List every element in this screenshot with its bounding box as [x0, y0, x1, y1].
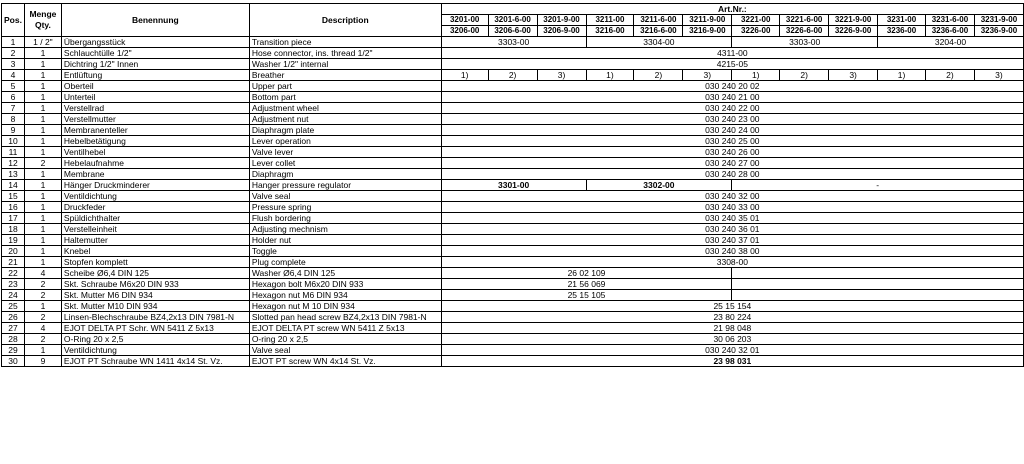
qty-cell: 1 — [24, 345, 61, 356]
art-value-cell: 23 80 224 — [441, 312, 1023, 323]
table-row — [2, 235, 1024, 246]
qty-cell: 1 / 2" — [24, 37, 61, 48]
name-de-cell: EJOT PT Schraube WN 1411 4x14 St. Vz. — [61, 356, 249, 367]
pos-cell: 5 — [2, 81, 25, 92]
pos-cell: 25 — [2, 301, 25, 312]
table-row — [2, 356, 1024, 367]
pos-cell: 1 — [2, 37, 25, 48]
art-value-cell: 3) — [829, 70, 878, 81]
name-de-cell: Druckfeder — [61, 202, 249, 213]
pos-cell: 21 — [2, 257, 25, 268]
name-de-cell: Skt. Mutter M6 DIN 934 — [61, 290, 249, 301]
art-value-cell: 030 240 32 00 — [441, 191, 1023, 202]
pos-cell: 3 — [2, 59, 25, 70]
art-value-cell: 3) — [537, 70, 586, 81]
art-number-header: 3211-00 — [586, 15, 634, 26]
art-value-cell — [732, 279, 1024, 290]
name-de-cell: Verstelleinheit — [61, 224, 249, 235]
art-number-header: 3236-9-00 — [974, 26, 1023, 37]
name-de-cell: Schlauchtülle 1/2" — [61, 48, 249, 59]
art-number-header: 3236-00 — [878, 26, 926, 37]
name-en-cell: Hanger pressure regulator — [249, 180, 441, 191]
table-row — [2, 158, 1024, 169]
pos-cell: 30 — [2, 356, 25, 367]
pos-cell: 19 — [2, 235, 25, 246]
art-value-cell: 3) — [974, 70, 1023, 81]
qty-cell: 1 — [24, 257, 61, 268]
art-value-cell: 30 06 203 — [441, 334, 1023, 345]
name-de-cell: Ventildichtung — [61, 345, 249, 356]
qty-cell: 1 — [24, 103, 61, 114]
art-value-cell: 4311-00 — [441, 48, 1023, 59]
name-de-cell: O-Ring 20 x 2,5 — [61, 334, 249, 345]
art-number-header: 3201-9-00 — [537, 15, 586, 26]
name-en-cell: Plug complete — [249, 257, 441, 268]
name-en-cell: Diaphragm — [249, 169, 441, 180]
pos-cell: 20 — [2, 246, 25, 257]
name-en-cell: Diaphragm plate — [249, 125, 441, 136]
name-de-cell: Dichtring 1/2" Innen — [61, 59, 249, 70]
header-qty-de: Menge — [29, 9, 57, 19]
table-row — [2, 290, 1024, 301]
art-number-header: 3211-9-00 — [683, 15, 732, 26]
art-number-header: 3221-00 — [732, 15, 780, 26]
art-value-cell: 030 240 23 00 — [441, 114, 1023, 125]
table-row — [2, 224, 1024, 235]
name-de-cell: Hebelaufnahme — [61, 158, 249, 169]
art-value-cell: 030 240 32 01 — [441, 345, 1023, 356]
art-value-cell: 030 240 25 00 — [441, 136, 1023, 147]
pos-cell: 12 — [2, 158, 25, 169]
name-en-cell: Transition piece — [249, 37, 441, 48]
name-de-cell: Linsen-Blechschraube BZ4,2x13 DIN 7981-N — [61, 312, 249, 323]
art-value-cell: 030 240 20 02 — [441, 81, 1023, 92]
table-row — [2, 246, 1024, 257]
name-de-cell: Membranenteller — [61, 125, 249, 136]
name-en-cell: Toggle — [249, 246, 441, 257]
art-number-header: 3236-6-00 — [925, 26, 974, 37]
name-de-cell: Unterteil — [61, 92, 249, 103]
name-en-cell: Lever collet — [249, 158, 441, 169]
qty-cell: 1 — [24, 202, 61, 213]
table-row — [2, 345, 1024, 356]
pos-cell: 16 — [2, 202, 25, 213]
table-row — [2, 191, 1024, 202]
art-value-cell: 3304-00 — [586, 37, 732, 48]
art-number-header: 3231-00 — [878, 15, 926, 26]
name-en-cell: Slotted pan head screw BZ4,2x13 DIN 7981-N — [249, 312, 441, 323]
qty-cell: 1 — [24, 125, 61, 136]
art-number-header: 3231-9-00 — [974, 15, 1023, 26]
qty-cell: 1 — [24, 92, 61, 103]
art-number-header: 3206-9-00 — [537, 26, 586, 37]
name-en-cell: Washer 1/2" internal — [249, 59, 441, 70]
qty-cell: 4 — [24, 323, 61, 334]
pos-cell: 14 — [2, 180, 25, 191]
qty-cell: 1 — [24, 169, 61, 180]
name-en-cell: O-ring 20 x 2,5 — [249, 334, 441, 345]
art-value-cell: 23 98 031 — [441, 356, 1023, 367]
table-row — [2, 92, 1024, 103]
table-row — [2, 213, 1024, 224]
art-number-header: 3226-6-00 — [780, 26, 829, 37]
name-en-cell: Bottom part — [249, 92, 441, 103]
table-row — [2, 312, 1024, 323]
qty-cell: 1 — [24, 301, 61, 312]
qty-cell: 1 — [24, 213, 61, 224]
pos-cell: 29 — [2, 345, 25, 356]
table-row — [2, 169, 1024, 180]
art-value-cell: 25 15 154 — [441, 301, 1023, 312]
qty-cell: 1 — [24, 180, 61, 191]
art-number-header: 3221-6-00 — [780, 15, 829, 26]
table-row — [2, 103, 1024, 114]
art-value-cell: 1) — [732, 70, 780, 81]
name-en-cell: Adjustment nut — [249, 114, 441, 125]
art-value-cell: 25 15 105 — [441, 290, 732, 301]
pos-cell: 11 — [2, 147, 25, 158]
art-value-cell: 3303-00 — [441, 37, 586, 48]
table-row — [2, 180, 1024, 191]
name-de-cell: Entlüftung — [61, 70, 249, 81]
name-de-cell: Oberteil — [61, 81, 249, 92]
art-value-cell: 030 240 22 00 — [441, 103, 1023, 114]
table-row — [2, 334, 1024, 345]
table-row — [2, 147, 1024, 158]
name-de-cell: Stopfen komplett — [61, 257, 249, 268]
name-de-cell: Ventildichtung — [61, 191, 249, 202]
art-number-header: 3226-9-00 — [829, 26, 878, 37]
table-row — [2, 59, 1024, 70]
table-row — [2, 279, 1024, 290]
art-value-cell: 1) — [586, 70, 634, 81]
art-value-cell: 3) — [683, 70, 732, 81]
table-row — [2, 136, 1024, 147]
pos-cell: 7 — [2, 103, 25, 114]
name-en-cell: Holder nut — [249, 235, 441, 246]
header-qty — [24, 4, 61, 37]
name-de-cell: Hebelbetätigung — [61, 136, 249, 147]
art-value-cell: - — [732, 180, 1024, 191]
art-number-header: 3201-00 — [441, 15, 488, 26]
art-value-cell: 26 02 109 — [441, 268, 732, 279]
name-en-cell: Hose connector, ins. thread 1/2" — [249, 48, 441, 59]
pos-cell: 8 — [2, 114, 25, 125]
pos-cell: 27 — [2, 323, 25, 334]
art-value-cell: 030 240 33 00 — [441, 202, 1023, 213]
art-number-header: 3216-9-00 — [683, 26, 732, 37]
table-row — [2, 125, 1024, 136]
art-number-header: 3231-6-00 — [925, 15, 974, 26]
name-de-cell: Spüldichthalter — [61, 213, 249, 224]
name-de-cell: EJOT DELTA PT Schr. WN 5411 Z 5x13 — [61, 323, 249, 334]
art-value-cell: 030 240 26 00 — [441, 147, 1023, 158]
qty-cell: 1 — [24, 246, 61, 257]
art-number-header: 3201-6-00 — [488, 15, 537, 26]
art-value-cell: 3308-00 — [441, 257, 1023, 268]
qty-cell: 1 — [24, 114, 61, 125]
name-en-cell: Washer Ø6,4 DIN 125 — [249, 268, 441, 279]
qty-cell: 1 — [24, 235, 61, 246]
pos-cell: 17 — [2, 213, 25, 224]
table-row — [2, 81, 1024, 92]
art-value-cell: 2) — [780, 70, 829, 81]
qty-cell: 1 — [24, 224, 61, 235]
name-en-cell: Upper part — [249, 81, 441, 92]
name-en-cell: Adjusting mechnism — [249, 224, 441, 235]
name-de-cell: Skt. Mutter M10 DIN 934 — [61, 301, 249, 312]
art-value-cell: 1) — [878, 70, 926, 81]
name-en-cell: Hexagon nut M6 DIN 934 — [249, 290, 441, 301]
art-value-cell: 2) — [634, 70, 683, 81]
qty-cell: 2 — [24, 334, 61, 345]
art-value-cell: 030 240 28 00 — [441, 169, 1023, 180]
pos-cell: 4 — [2, 70, 25, 81]
header-art-nr: Art.Nr.: — [441, 4, 1023, 15]
pos-cell: 18 — [2, 224, 25, 235]
art-value-cell: 030 240 36 01 — [441, 224, 1023, 235]
art-value-cell: 3303-00 — [732, 37, 878, 48]
name-en-cell: Flush bordering — [249, 213, 441, 224]
qty-cell: 4 — [24, 268, 61, 279]
name-en-cell: Lever operation — [249, 136, 441, 147]
name-en-cell: EJOT PT screw WN 4x14 St. Vz. — [249, 356, 441, 367]
pos-cell: 23 — [2, 279, 25, 290]
art-value-cell: 3204-00 — [878, 37, 1024, 48]
name-en-cell: Hexagon bolt M6x20 DIN 933 — [249, 279, 441, 290]
qty-cell: 2 — [24, 279, 61, 290]
name-de-cell: Knebel — [61, 246, 249, 257]
art-value-cell: 4215-05 — [441, 59, 1023, 70]
table-row — [2, 48, 1024, 59]
qty-cell: 9 — [24, 356, 61, 367]
pos-cell: 6 — [2, 92, 25, 103]
name-de-cell: Ventilhebel — [61, 147, 249, 158]
qty-cell: 2 — [24, 158, 61, 169]
pos-cell: 2 — [2, 48, 25, 59]
pos-cell: 15 — [2, 191, 25, 202]
table-row — [2, 114, 1024, 125]
header-pos: Pos. — [2, 4, 25, 37]
art-number-header: 3211-6-00 — [634, 15, 683, 26]
art-number-header: 3221-9-00 — [829, 15, 878, 26]
name-de-cell: Scheibe Ø6,4 DIN 125 — [61, 268, 249, 279]
name-de-cell: Membrane — [61, 169, 249, 180]
qty-cell: 1 — [24, 70, 61, 81]
table-row — [2, 70, 1024, 81]
parts-table — [1, 3, 1024, 367]
table-body — [2, 37, 1024, 367]
table-row — [2, 257, 1024, 268]
name-de-cell: Übergangsstück — [61, 37, 249, 48]
name-de-cell: Verstellrad — [61, 103, 249, 114]
art-number-header: 3216-6-00 — [634, 26, 683, 37]
pos-cell: 28 — [2, 334, 25, 345]
art-value-cell: 030 240 35 01 — [441, 213, 1023, 224]
qty-cell: 1 — [24, 136, 61, 147]
name-en-cell: Valve seal — [249, 191, 441, 202]
art-number-header: 3206-00 — [441, 26, 488, 37]
table-row — [2, 301, 1024, 312]
table-row — [2, 202, 1024, 213]
art-value-cell: 030 240 27 00 — [441, 158, 1023, 169]
pos-cell: 22 — [2, 268, 25, 279]
name-en-cell: Adjustment wheel — [249, 103, 441, 114]
qty-cell: 1 — [24, 81, 61, 92]
table-row — [2, 268, 1024, 279]
header-name-en: Description — [249, 4, 441, 37]
name-en-cell: EJOT DELTA PT screw WN 5411 Z 5x13 — [249, 323, 441, 334]
pos-cell: 26 — [2, 312, 25, 323]
name-en-cell: Valve lever — [249, 147, 441, 158]
name-de-cell: Haltemutter — [61, 235, 249, 246]
qty-cell: 2 — [24, 290, 61, 301]
pos-cell: 10 — [2, 136, 25, 147]
art-value-cell — [732, 268, 1024, 279]
pos-cell: 13 — [2, 169, 25, 180]
qty-cell: 1 — [24, 147, 61, 158]
pos-cell: 24 — [2, 290, 25, 301]
art-number-header: 3226-00 — [732, 26, 780, 37]
name-en-cell: Pressure spring — [249, 202, 441, 213]
qty-cell: 1 — [24, 191, 61, 202]
qty-cell: 1 — [24, 59, 61, 70]
art-value-cell: 21 98 048 — [441, 323, 1023, 334]
qty-cell: 2 — [24, 312, 61, 323]
art-value-cell — [732, 290, 1024, 301]
art-number-header: 3216-00 — [586, 26, 634, 37]
name-en-cell: Valve seal — [249, 345, 441, 356]
header-qty-en: Qty. — [34, 20, 51, 30]
art-number-header: 3206-6-00 — [488, 26, 537, 37]
table-row — [2, 323, 1024, 334]
art-value-cell: 030 240 21 00 — [441, 92, 1023, 103]
qty-cell: 1 — [24, 48, 61, 59]
art-value-cell: 1) — [441, 70, 488, 81]
art-value-cell: 030 240 38 00 — [441, 246, 1023, 257]
art-value-cell: 21 56 069 — [441, 279, 732, 290]
table-header — [2, 4, 1024, 37]
art-value-cell: 2) — [925, 70, 974, 81]
name-de-cell: Hänger Druckminderer — [61, 180, 249, 191]
name-de-cell: Verstellmutter — [61, 114, 249, 125]
pos-cell: 9 — [2, 125, 25, 136]
name-en-cell: Hexagon nut M 10 DIN 934 — [249, 301, 441, 312]
art-value-cell: 030 240 37 01 — [441, 235, 1023, 246]
art-value-cell: 3302-00 — [586, 180, 732, 191]
table-row — [2, 37, 1024, 48]
name-en-cell: Breather — [249, 70, 441, 81]
art-value-cell: 3301-00 — [441, 180, 586, 191]
header-name-de: Benennung — [61, 4, 249, 37]
art-value-cell: 2) — [488, 70, 537, 81]
name-de-cell: Skt. Schraube M6x20 DIN 933 — [61, 279, 249, 290]
art-value-cell: 030 240 24 00 — [441, 125, 1023, 136]
